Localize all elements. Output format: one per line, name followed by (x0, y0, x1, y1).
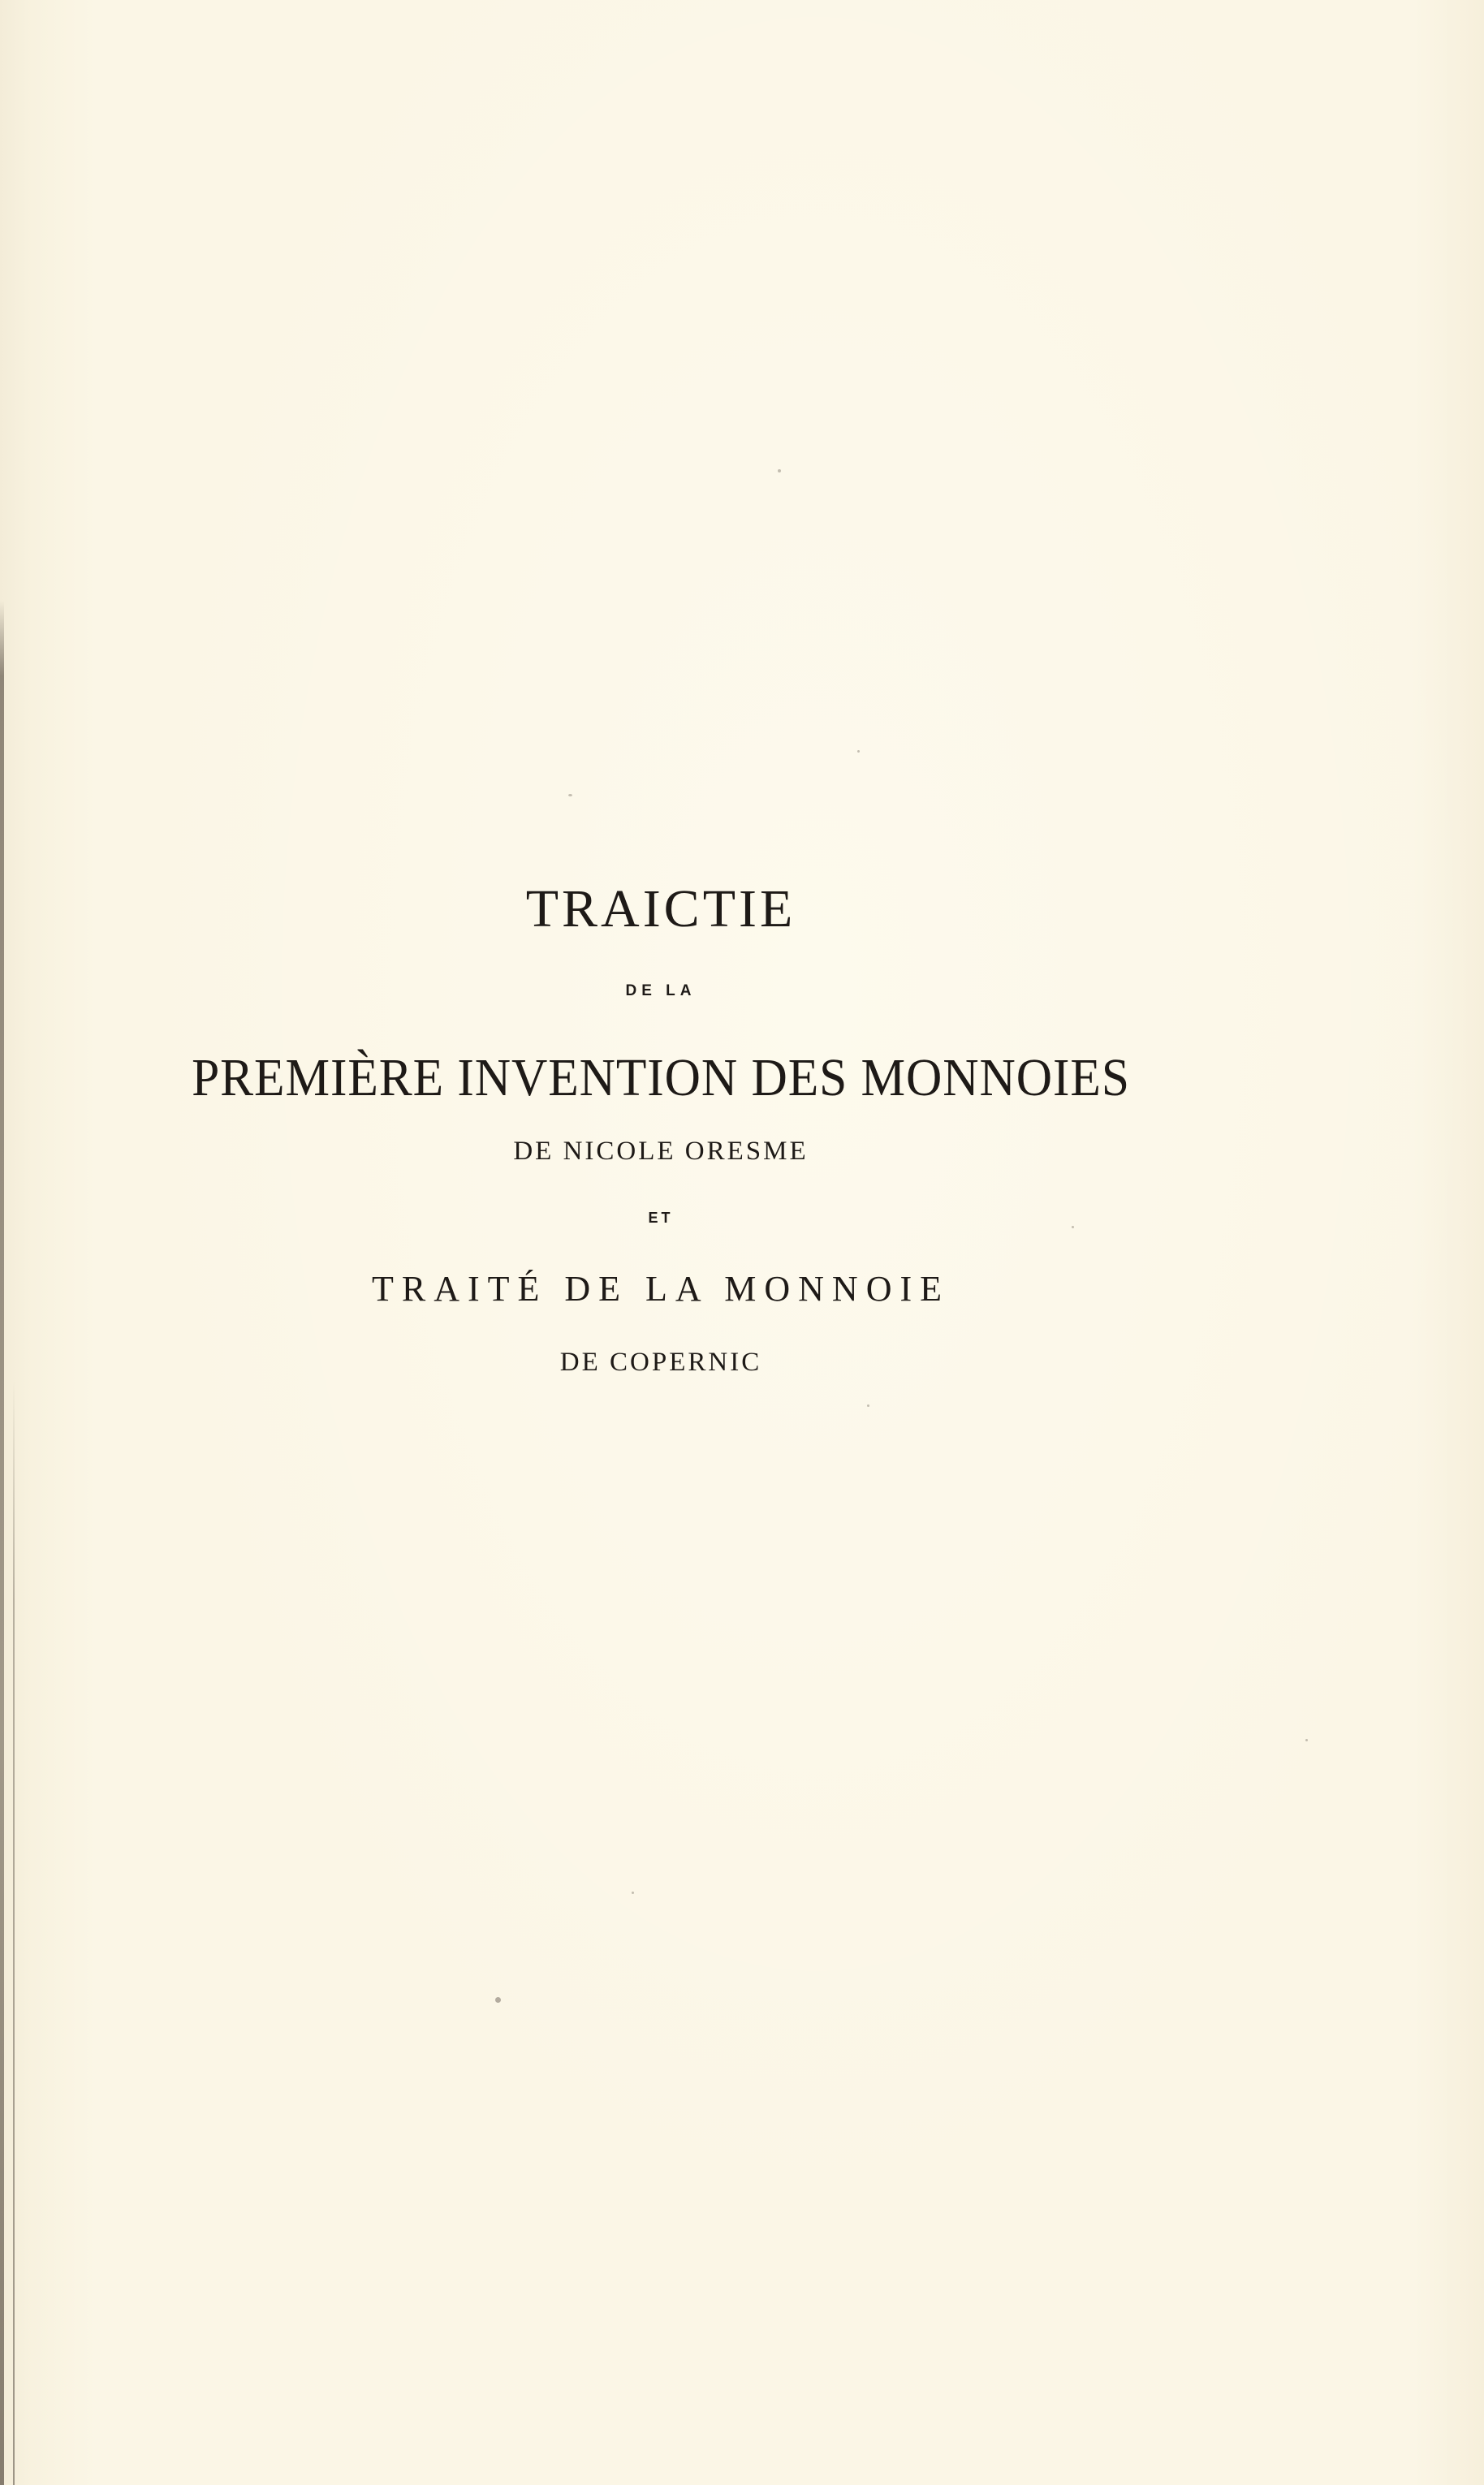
author-oresme: DE NICOLE ORESME (513, 1137, 809, 1166)
connector-de-la: DE LA (625, 982, 697, 999)
author-copernic: DE COPERNIC (559, 1348, 762, 1377)
second-title: TRAITÉ DE LA MONNOIE (371, 1269, 951, 1309)
connector-et: ET (648, 1210, 674, 1226)
main-title: TRAICTIE (525, 879, 796, 938)
subtitle: PREMIÈRE INVENTION DES MONNOIES (192, 1048, 1130, 1107)
